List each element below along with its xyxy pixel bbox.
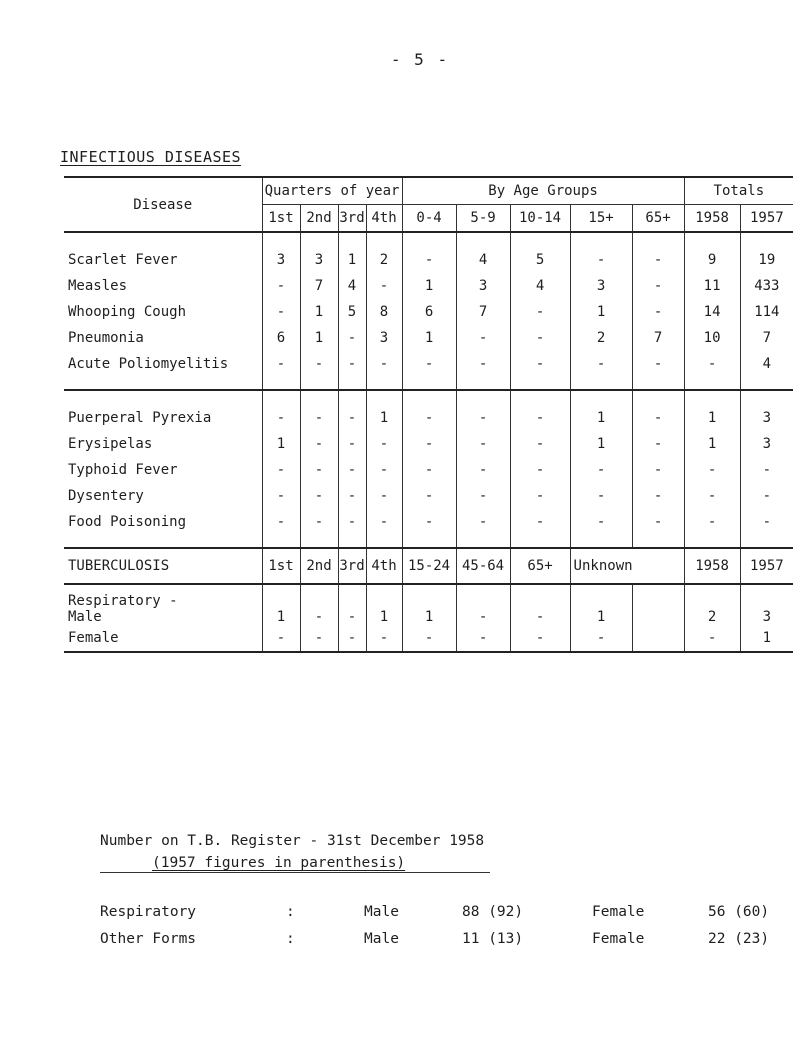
data-cell: -: [402, 625, 456, 652]
register-colon: :: [286, 904, 295, 920]
data-cell: -: [402, 431, 456, 457]
data-cell: -: [570, 509, 632, 535]
data-cell: 4: [456, 247, 510, 273]
data-cell: 1: [684, 431, 740, 457]
tb-header-1958: 1958: [684, 548, 740, 584]
table-row: [64, 483, 793, 509]
data-cell: 10: [684, 325, 740, 351]
disease-name: Scarlet Fever: [68, 252, 178, 268]
data-cell: -: [456, 351, 510, 377]
data-cell: 1: [684, 405, 740, 431]
register-category: Respiratory: [100, 904, 197, 920]
data-cell: 1: [262, 431, 300, 457]
data-cell: 1: [366, 584, 402, 625]
section-divider: [64, 390, 793, 405]
data-cell: -: [684, 509, 740, 535]
data-cell: 1: [300, 325, 338, 351]
data-cell: -: [684, 483, 740, 509]
table-row: [64, 405, 793, 431]
disease-block-2: [64, 405, 793, 535]
data-cell: -: [366, 457, 402, 483]
header-age-0-4: 0-4: [402, 205, 456, 233]
tb-header-q3: 3rd: [338, 548, 366, 584]
header-quarter-3: 3rd: [338, 205, 366, 233]
data-cell: 7: [456, 299, 510, 325]
page-number: - 5 -: [390, 50, 450, 69]
data-cell: -: [262, 509, 300, 535]
disease-block-1: [64, 247, 793, 377]
data-cell: -: [300, 405, 338, 431]
spacer-row: [64, 535, 793, 548]
male-label: Male: [364, 931, 399, 947]
data-cell: -: [402, 351, 456, 377]
data-cell: -: [300, 351, 338, 377]
data-cell: 5: [510, 247, 570, 273]
data-cell: 3: [740, 584, 793, 625]
table-row: [64, 584, 793, 625]
data-cell: -: [510, 584, 570, 625]
data-cell: 3: [456, 273, 510, 299]
data-cell: 4: [338, 273, 366, 299]
data-cell: 11: [684, 273, 740, 299]
data-cell: -: [366, 509, 402, 535]
tb-header-age-65-plus: 65+: [510, 548, 570, 584]
data-cell: 114: [740, 299, 793, 325]
header-quarters-group: Quarters of year: [262, 177, 402, 205]
data-cell: -: [338, 431, 366, 457]
data-cell: -: [570, 625, 632, 652]
female-value: 56 (60): [708, 904, 770, 920]
note-underline: [100, 872, 490, 873]
data-cell: -: [456, 584, 510, 625]
data-cell: 1: [570, 299, 632, 325]
data-cell: -: [684, 625, 740, 652]
data-cell: -: [570, 457, 632, 483]
disease-name: Typhoid Fever: [68, 462, 178, 478]
data-cell: -: [402, 457, 456, 483]
header-age-65-plus: 65+: [632, 205, 684, 233]
disease-name: Puerperal Pyrexia: [68, 410, 212, 426]
data-cell: -: [402, 247, 456, 273]
data-cell: -: [740, 457, 793, 483]
data-cell: -: [338, 509, 366, 535]
header-quarter-2: 2nd: [300, 205, 338, 233]
data-cell: -: [632, 457, 684, 483]
tb-header-age-45-64: 45-64: [456, 548, 510, 584]
data-cell: -: [570, 247, 632, 273]
data-cell: 1: [740, 625, 793, 652]
data-cell: 7: [632, 325, 684, 351]
tuberculosis-block: [64, 584, 793, 652]
data-cell: -: [684, 351, 740, 377]
data-cell: 3: [740, 431, 793, 457]
tb-header-q4: 4th: [366, 548, 402, 584]
data-cell: -: [510, 405, 570, 431]
table-row: [64, 247, 793, 273]
disease-name: Measles: [68, 278, 128, 294]
data-cell: -: [300, 625, 338, 652]
disease-name: Pneumonia: [68, 330, 144, 346]
data-cell: -: [510, 625, 570, 652]
data-cell: 1: [570, 584, 632, 625]
data-cell: -: [510, 325, 570, 351]
data-cell: -: [632, 483, 684, 509]
data-cell: 8: [366, 299, 402, 325]
data-cell: 2: [684, 584, 740, 625]
table-row: [64, 509, 793, 535]
tb-header-title: TUBERCULOSIS: [64, 548, 262, 584]
data-cell: 14: [684, 299, 740, 325]
data-cell: -: [262, 405, 300, 431]
disease-name: Food Poisoning: [68, 514, 187, 530]
data-cell: -: [632, 509, 684, 535]
table-row: [64, 431, 793, 457]
register-note: (1957 figures in parenthesis): [152, 855, 406, 871]
data-cell: -: [510, 299, 570, 325]
infectious-diseases-table: [64, 176, 793, 653]
data-cell: -: [300, 483, 338, 509]
data-cell: 1: [300, 299, 338, 325]
header-age-groups: By Age Groups: [402, 177, 684, 205]
data-cell: [632, 584, 684, 625]
data-cell: -: [366, 483, 402, 509]
tb-header-q1: 1st: [262, 548, 300, 584]
data-cell: 4: [510, 273, 570, 299]
data-cell: -: [456, 405, 510, 431]
data-cell: -: [338, 351, 366, 377]
tb-header-q2: 2nd: [300, 548, 338, 584]
data-cell: 1: [402, 273, 456, 299]
data-cell: -: [262, 625, 300, 652]
sex-label: Male: [68, 609, 102, 625]
header-quarter-4: 4th: [366, 205, 402, 233]
register-category: Other Forms: [100, 931, 197, 947]
data-cell: -: [262, 299, 300, 325]
male-value: 88 (92): [462, 904, 524, 920]
respiratory-label: Respiratory -: [68, 593, 178, 609]
data-cell: 433: [740, 273, 793, 299]
disease-name: Whooping Cough: [68, 304, 187, 320]
data-cell: -: [338, 483, 366, 509]
female-label: Female: [592, 931, 645, 947]
data-cell: -: [510, 351, 570, 377]
data-cell: -: [456, 325, 510, 351]
tuberculosis-header-row: [64, 548, 793, 584]
register-title: Number on T.B. Register - 31st December 1958: [100, 833, 485, 849]
data-cell: -: [262, 457, 300, 483]
data-cell: -: [366, 273, 402, 299]
data-cell: -: [632, 351, 684, 377]
header-age-10-14: 10-14: [510, 205, 570, 233]
data-cell: 4: [740, 351, 793, 377]
data-cell: -: [510, 431, 570, 457]
header-row-groups: [64, 177, 793, 205]
data-cell: -: [366, 625, 402, 652]
data-cell: 1: [366, 405, 402, 431]
data-cell: -: [366, 351, 402, 377]
data-cell: -: [338, 625, 366, 652]
data-cell: -: [632, 299, 684, 325]
disease-name: Acute Poliomyelitis: [68, 356, 229, 372]
data-cell: 2: [570, 325, 632, 351]
data-cell: -: [300, 431, 338, 457]
disease-name: Dysentery: [68, 488, 144, 504]
data-cell: 3: [300, 247, 338, 273]
data-cell: 7: [300, 273, 338, 299]
header-disease: Disease: [64, 177, 262, 232]
data-cell: 1: [570, 431, 632, 457]
tb-header-unknown: Unknown: [570, 548, 684, 584]
data-cell: -: [262, 351, 300, 377]
header-total-1958: 1958: [684, 205, 740, 233]
data-cell: -: [632, 431, 684, 457]
tb-header-age-15-24: 15-24: [402, 548, 456, 584]
data-cell: -: [262, 273, 300, 299]
female-label: Female: [592, 904, 645, 920]
data-cell: 6: [402, 299, 456, 325]
data-cell: -: [456, 509, 510, 535]
data-cell: 3: [366, 325, 402, 351]
data-cell: -: [300, 584, 338, 625]
table-row: [64, 325, 793, 351]
spacer-row: [64, 232, 793, 247]
data-cell: -: [456, 625, 510, 652]
table-row: [64, 457, 793, 483]
data-cell: 3: [570, 273, 632, 299]
disease-name: Female: [64, 625, 262, 652]
data-cell: 1: [402, 584, 456, 625]
data-cell: 3: [262, 247, 300, 273]
tb-header-1957: 1957: [740, 548, 793, 584]
disease-name: [64, 584, 262, 625]
data-cell: 2: [366, 247, 402, 273]
header-age-15-plus: 15+: [570, 205, 632, 233]
data-cell: -: [510, 483, 570, 509]
data-cell: -: [300, 457, 338, 483]
data-cell: 1: [570, 405, 632, 431]
data-cell: -: [632, 405, 684, 431]
data-cell: -: [632, 273, 684, 299]
data-cell: -: [338, 325, 366, 351]
data-cell: -: [456, 483, 510, 509]
data-cell: -: [402, 509, 456, 535]
data-cell: -: [402, 405, 456, 431]
data-cell: -: [402, 483, 456, 509]
data-cell: [632, 625, 684, 652]
table-row: [64, 273, 793, 299]
data-cell: -: [366, 431, 402, 457]
spacer-row: [64, 377, 793, 390]
data-cell: -: [570, 351, 632, 377]
data-cell: -: [684, 457, 740, 483]
data-cell: -: [740, 509, 793, 535]
data-cell: 9: [684, 247, 740, 273]
data-cell: -: [338, 405, 366, 431]
data-cell: -: [338, 584, 366, 625]
disease-name: Erysipelas: [68, 436, 153, 452]
data-cell: 1: [338, 247, 366, 273]
data-cell: -: [338, 457, 366, 483]
data-cell: -: [632, 247, 684, 273]
data-cell: 3: [740, 405, 793, 431]
data-cell: 7: [740, 325, 793, 351]
data-cell: -: [510, 457, 570, 483]
data-cell: -: [740, 483, 793, 509]
register-colon: :: [286, 931, 295, 947]
male-label: Male: [364, 904, 399, 920]
table-row: [64, 625, 793, 652]
data-cell: -: [456, 457, 510, 483]
table-row: [64, 351, 793, 377]
data-cell: -: [570, 483, 632, 509]
header-age-5-9: 5-9: [456, 205, 510, 233]
male-value: 11 (13): [462, 931, 524, 947]
data-cell: -: [456, 431, 510, 457]
data-cell: 6: [262, 325, 300, 351]
female-value: 22 (23): [708, 931, 770, 947]
data-cell: -: [300, 509, 338, 535]
section-title: INFECTIOUS DISEASES: [60, 148, 242, 166]
data-cell: 1: [262, 584, 300, 625]
data-cell: 5: [338, 299, 366, 325]
header-total-1957: 1957: [740, 205, 793, 233]
header-quarter-1: 1st: [262, 205, 300, 233]
header-totals-group: Totals: [684, 177, 793, 205]
data-cell: -: [510, 509, 570, 535]
data-cell: 19: [740, 247, 793, 273]
data-cell: 1: [402, 325, 456, 351]
data-cell: -: [262, 483, 300, 509]
table-row: [64, 299, 793, 325]
